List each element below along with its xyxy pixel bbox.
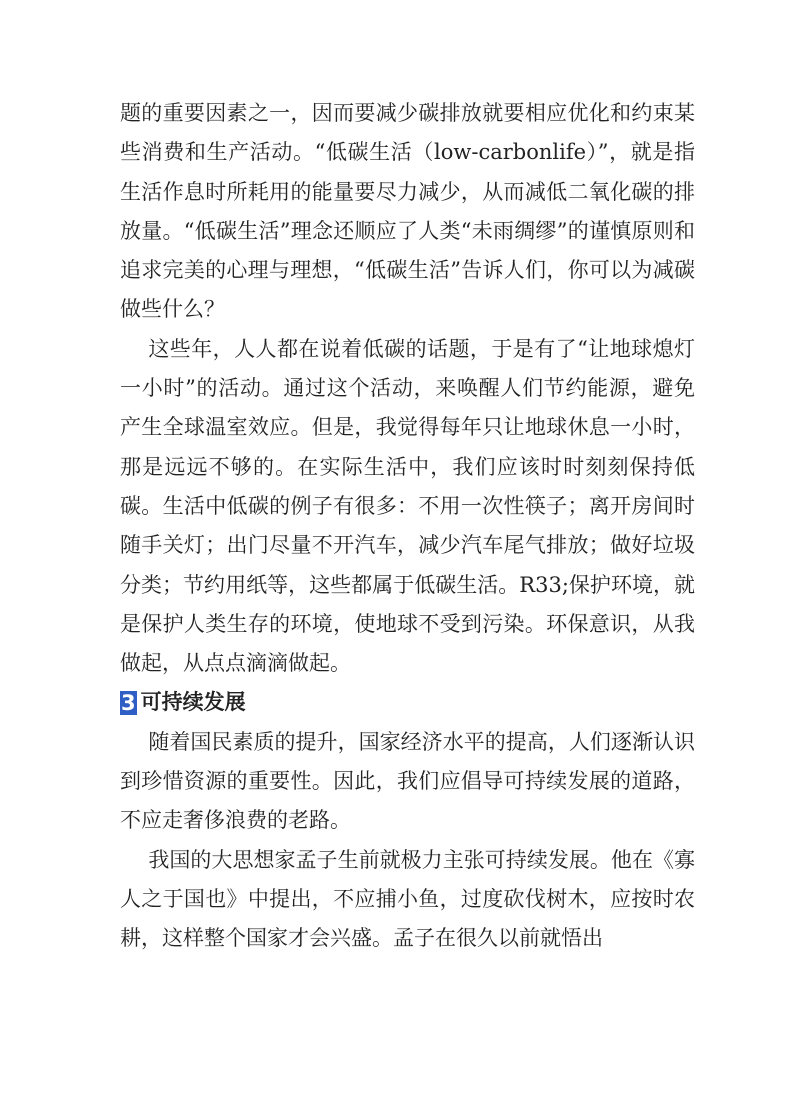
section-heading [120, 683, 695, 722]
paragraph-resource-awareness: 随着国民素质的提升，国家经济水平的提高，人们逐渐认识到珍惜资源的重要性。因此，我们应倡导可持续发展的道路，不应走奢侈浪费的老路。 [120, 729, 695, 833]
section-number: 3 [121, 691, 136, 716]
paragraph-earth-hour: 这些年，人人都在说着低碳的话题，于是有了“让地球熄灯一小时”的活动。通过这个活动，来唤醒人们节约能源，避免产生全球温室效应。但是，我觉得每年只让地球休息一小时，那是远远不够的。在实际生活中，我们应该时时刻刻保持低碳。生活中低碳的例子有很多：不用一次性筷子；离开房间时随手关灯；出门尽量不开汽车，减少汽车尾气排放；做好垃圾分类；节约用纸等，这些都属于低碳生活。R33;保护环境，就是保护人类生存的环境，使地球不受到污染。环保意识，从我做起，从点点滴滴做起。 [120, 336, 695, 676]
section-title: 可持续发展 [140, 690, 246, 715]
document-page [120, 94, 695, 959]
paragraph-low-carbon-definition: 题的重要因素之一，因而要减少碳排放就要相应优化和约束某些消费和生产活动。“低碳生活（low-carbonlife）”，就是指生活作息时所耗用的能量要尽力减少，从而减低二氧化碳的排放量。“低碳生活”理念还顺应了人类“未雨绸缪”的谨慎原则和追求完美的心理与理想，“低碳生活”告诉人们，你可以为减碳做些什么？ [120, 101, 695, 322]
paragraph-mencius: 我国的大思想家孟子生前就极力主张可持续发展。他在《寡人之于国也》中提出，不应捕小鱼，过度砍伐树木，应按时农耕，这样整个国家才会兴盛。孟子在很久以前就悟出 [120, 847, 695, 951]
